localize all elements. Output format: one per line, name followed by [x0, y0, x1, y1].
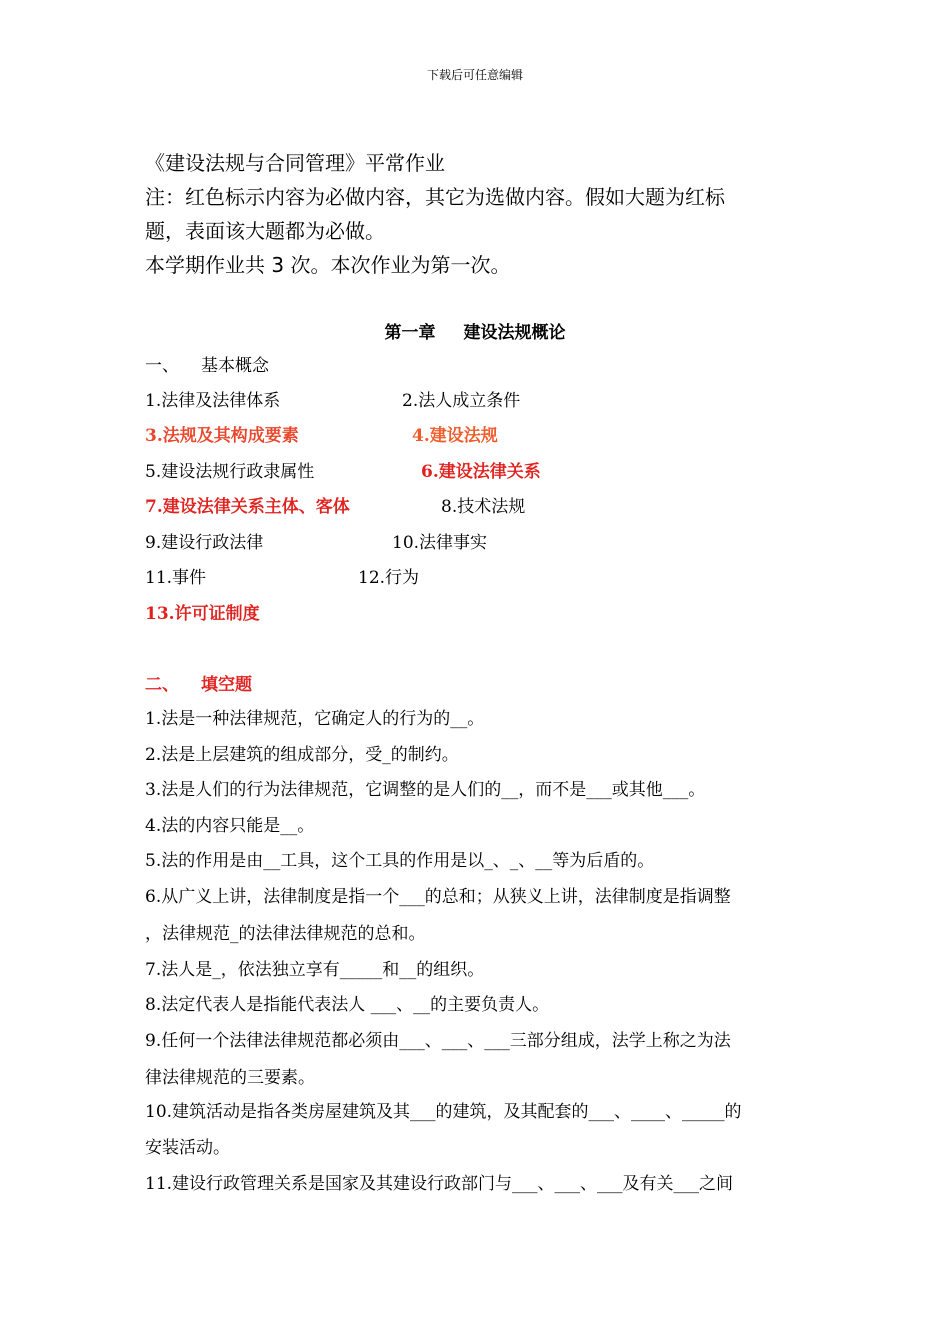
document-title: 《建设法规与合同管理》平常作业	[145, 151, 445, 175]
concept-item: 12.行为	[358, 568, 420, 588]
section1-heading-num: 一、	[145, 356, 179, 376]
section2-heading-num: 二、	[145, 675, 179, 695]
fill-blank-line: 1.法是一种法律规范，它确定人的行为的__。	[145, 709, 485, 729]
fill-blank-line: 2.法是上层建筑的组成部分，受_的制约。	[145, 745, 459, 765]
concept-item-required: 7.建设法律关系主体、客体	[145, 497, 350, 517]
concept-item: 8.技术法规	[441, 497, 526, 517]
chapter-title: 建设法规概论	[463, 323, 566, 343]
intro-block	[145, 146, 815, 282]
fill-blank-line: ，法律规范_的法律法律规范的总和。	[145, 924, 426, 944]
fill-blank-line: 4.法的内容只能是__。	[145, 816, 315, 836]
concept-item: 1.法律及法律体系	[145, 391, 281, 411]
note-line-2: 题，表面该大题都为必做。	[145, 219, 385, 243]
section2-heading-text: 填空题	[201, 675, 252, 695]
fill-blank-line: 律法律规范的三要素。	[145, 1068, 315, 1088]
concept-item-required: 3.法规及其构成要素	[145, 426, 299, 446]
concept-item: 2.法人成立条件	[402, 391, 521, 411]
fill-blank-line: 10.建筑活动是指各类房屋建筑及其___的建筑，及其配套的___、____、_____的	[145, 1102, 742, 1122]
chapter-heading	[0, 318, 950, 343]
concept-item-required: 4.建设法规	[412, 426, 498, 446]
concept-item: 9.建设行政法律	[145, 533, 264, 553]
concept-item: 5.建设法规行政隶属性	[145, 462, 315, 482]
concept-item-required: 13.许可证制度	[145, 604, 260, 624]
section1-heading-text: 基本概念	[201, 356, 269, 376]
fill-blank-line: 11.建设行政管理关系是国家及其建设行政部门与___、___、___及有关___之间	[145, 1174, 734, 1194]
fill-blank-line: 7.法人是_，依法独立享有_____和__的组织。	[145, 960, 485, 980]
header-note: 下载后可任意编辑	[426, 68, 523, 82]
fill-blank-line: 5.法的作用是由__工具，这个工具的作用是以_、_、__等为后盾的。	[145, 851, 655, 871]
semester-line: 本学期作业共 3 次。本次作业为第一次。	[145, 253, 511, 277]
fill-blank-line: 8.法定代表人是指能代表法人 ___、__的主要负责人。	[145, 995, 550, 1015]
chapter-number: 第一章	[384, 323, 436, 343]
fill-blank-line: 3.法是人们的行为法律规范，它调整的是人们的__，而不是___或其他___。	[145, 780, 706, 800]
fill-blank-line: 9.任何一个法律法律规范都必须由___、___、___三部分组成，法学上称之为法	[145, 1031, 731, 1051]
note-line-1: 注：红色标示内容为必做内容，其它为选做内容。假如大题为红标	[145, 185, 725, 209]
concept-item: 11.事件	[145, 568, 207, 588]
concept-item: 10.法律事实	[392, 533, 488, 553]
fill-blank-line: 安装活动。	[145, 1138, 230, 1158]
fill-blank-line: 6.从广义上讲，法律制度是指一个___的总和；从狭义上讲，法律制度是指调整	[145, 887, 731, 907]
concept-item-required: 6.建设法律关系	[421, 462, 541, 482]
